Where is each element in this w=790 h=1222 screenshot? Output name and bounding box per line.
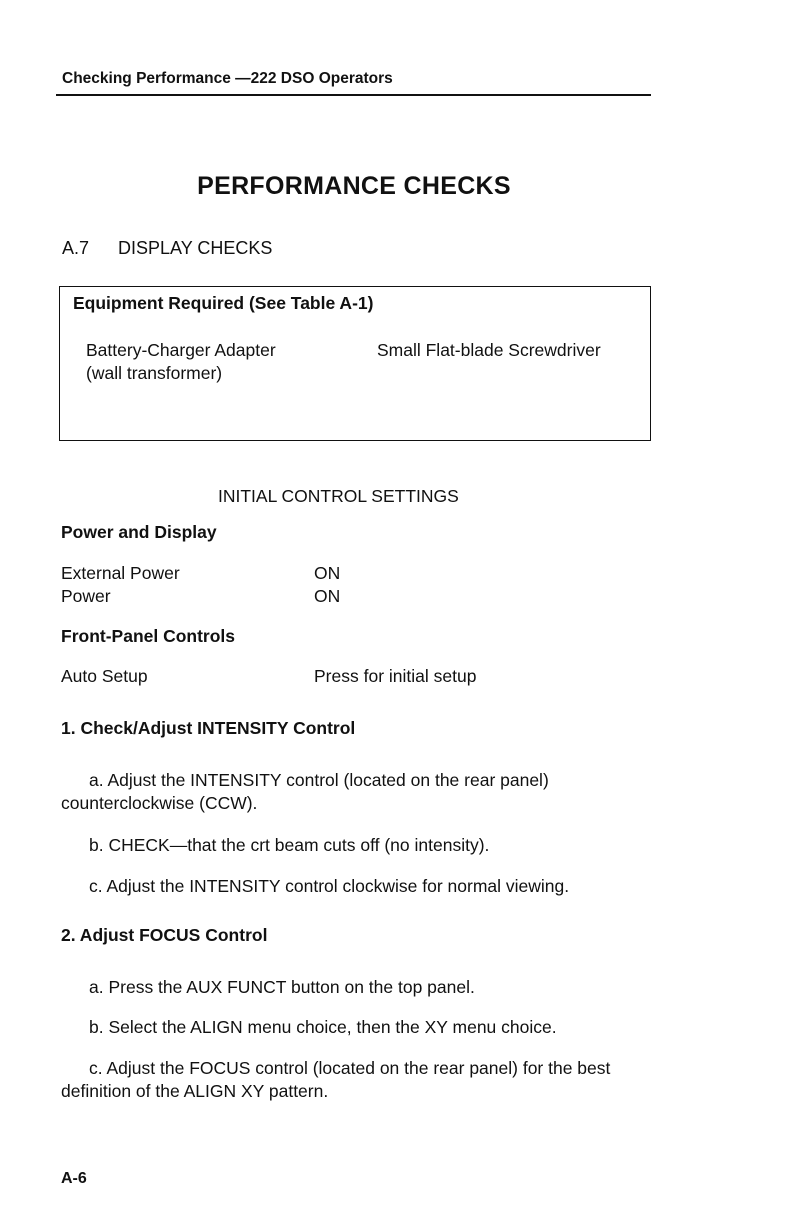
front-panel-heading: Front-Panel Controls [61,626,236,646]
step-item: a. Adjust the INTENSITY control (located on the rear panel) counterclockwise (CCW). [61,770,549,813]
section-title: DISPLAY CHECKS [118,238,273,258]
step-heading: 1. Check/Adjust INTENSITY Control [61,718,356,738]
setting-label: Auto Setup [61,666,148,686]
step-item: b. Select the ALIGN menu choice, then the XY menu choice. [89,1017,557,1037]
equipment-item-adapter-note: (wall transformer) [86,363,223,383]
step-item: c. Adjust the FOCUS control (located on the rear panel) for the best definition of the ALIGN XY pattern. [61,1058,611,1101]
running-header: Checking Performance —222 DSO Operators [62,70,393,87]
header-rule [56,94,651,96]
setting-value: ON [314,586,341,606]
page-number: A-6 [61,1170,87,1187]
step-heading: 2. Adjust FOCUS Control [61,925,268,945]
power-display-heading: Power and Display [61,522,217,542]
step-item: c. Adjust the INTENSITY control clockwise for normal viewing. [89,876,570,896]
equipment-heading: Equipment Required (See Table A-1) [73,293,374,313]
step-item: b. CHECK—that the crt beam cuts off (no intensity). [89,835,490,855]
section-number: A.7 [62,238,90,258]
setting-label: External Power [61,563,180,583]
page-title: PERFORMANCE CHECKS [197,172,511,200]
setting-value: ON [314,563,341,583]
equipment-item-adapter: Battery-Charger Adapter [86,340,276,360]
initial-settings-heading: INITIAL CONTROL SETTINGS [218,486,459,506]
equipment-item-screwdriver: Small Flat-blade Screwdriver [377,340,601,360]
setting-value: Press for initial setup [314,666,477,686]
setting-label: Power [61,586,111,606]
step-item: a. Press the AUX FUNCT button on the top panel. [89,977,475,997]
